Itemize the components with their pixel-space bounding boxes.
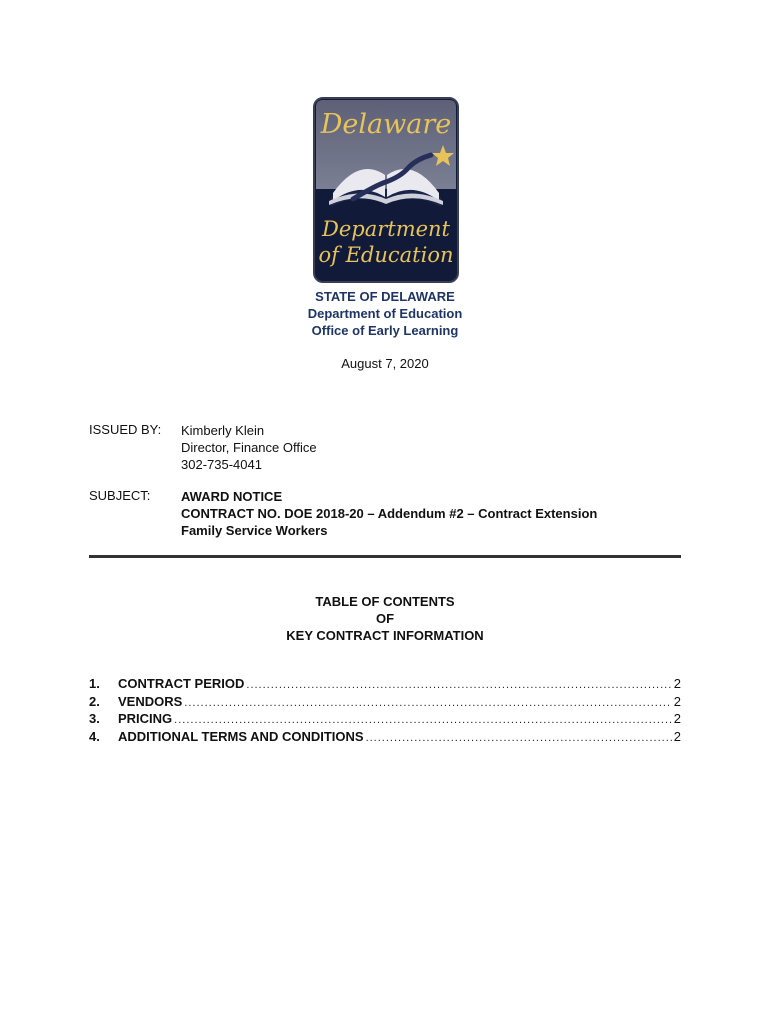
section-divider <box>89 555 681 558</box>
toc-entry-label: ADDITIONAL TERMS AND CONDITIONS <box>118 728 364 744</box>
toc-entry-label: CONTRACT PERIOD <box>118 676 245 691</box>
toc-entry-vendors[interactable] <box>89 694 681 712</box>
toc-entry-additional-terms[interactable] <box>89 729 681 747</box>
toc-entry-page: 2 <box>673 693 681 709</box>
subject-label: SUBJECT: <box>89 488 151 503</box>
toc-entry-number: 3. <box>89 711 100 726</box>
toc-title-line-3: KEY CONTRACT INFORMATION <box>286 628 484 643</box>
department-heading: Department of Education <box>307 306 463 321</box>
toc-entry-number: 4. <box>89 728 100 744</box>
toc-entry-page: 2 <box>673 676 681 691</box>
toc-title-line-1: TABLE OF CONTENTS <box>315 594 455 609</box>
document-date: August 7, 2020 <box>341 356 429 371</box>
toc-entry-number: 1. <box>89 676 100 691</box>
toc-entry-label: VENDORS <box>118 693 183 709</box>
state-heading: STATE OF DELAWARE <box>315 289 455 304</box>
toc-entry-label: PRICING <box>118 711 173 726</box>
issuer-title: Director, Finance Office <box>181 440 317 455</box>
issuer-phone: 302-735-4041 <box>181 457 262 472</box>
subject-line-1: AWARD NOTICE <box>181 489 283 504</box>
toc-entry-contract-period[interactable] <box>89 676 681 694</box>
toc-leader-dots <box>366 732 672 744</box>
subject-line-3: Family Service Workers <box>181 523 328 538</box>
toc-entry-pricing[interactable] <box>89 711 681 729</box>
toc-title-line-2: OF <box>375 611 395 626</box>
toc-entry-number: 2. <box>89 693 100 709</box>
toc-entry-page: 2 <box>673 711 681 726</box>
logo-text-department: Department <box>321 217 451 241</box>
logo-text-of-education: of Education <box>318 243 454 267</box>
toc-leader-dots <box>184 697 671 709</box>
table-of-contents <box>89 676 681 746</box>
toc-entry-page: 2 <box>673 728 681 744</box>
logo-text-delaware: Delaware <box>320 109 452 140</box>
toc-leader-dots <box>174 714 672 726</box>
toc-leader-dots <box>246 679 671 691</box>
delaware-doe-logo <box>313 97 459 283</box>
office-heading: Office of Early Learning <box>311 323 459 338</box>
issued-by-label: ISSUED BY: <box>89 422 162 437</box>
subject-line-2: CONTRACT NO. DOE 2018-20 – Addendum #2 – Contract Extension <box>181 506 598 521</box>
issuer-name: Kimberly Klein <box>181 423 265 438</box>
